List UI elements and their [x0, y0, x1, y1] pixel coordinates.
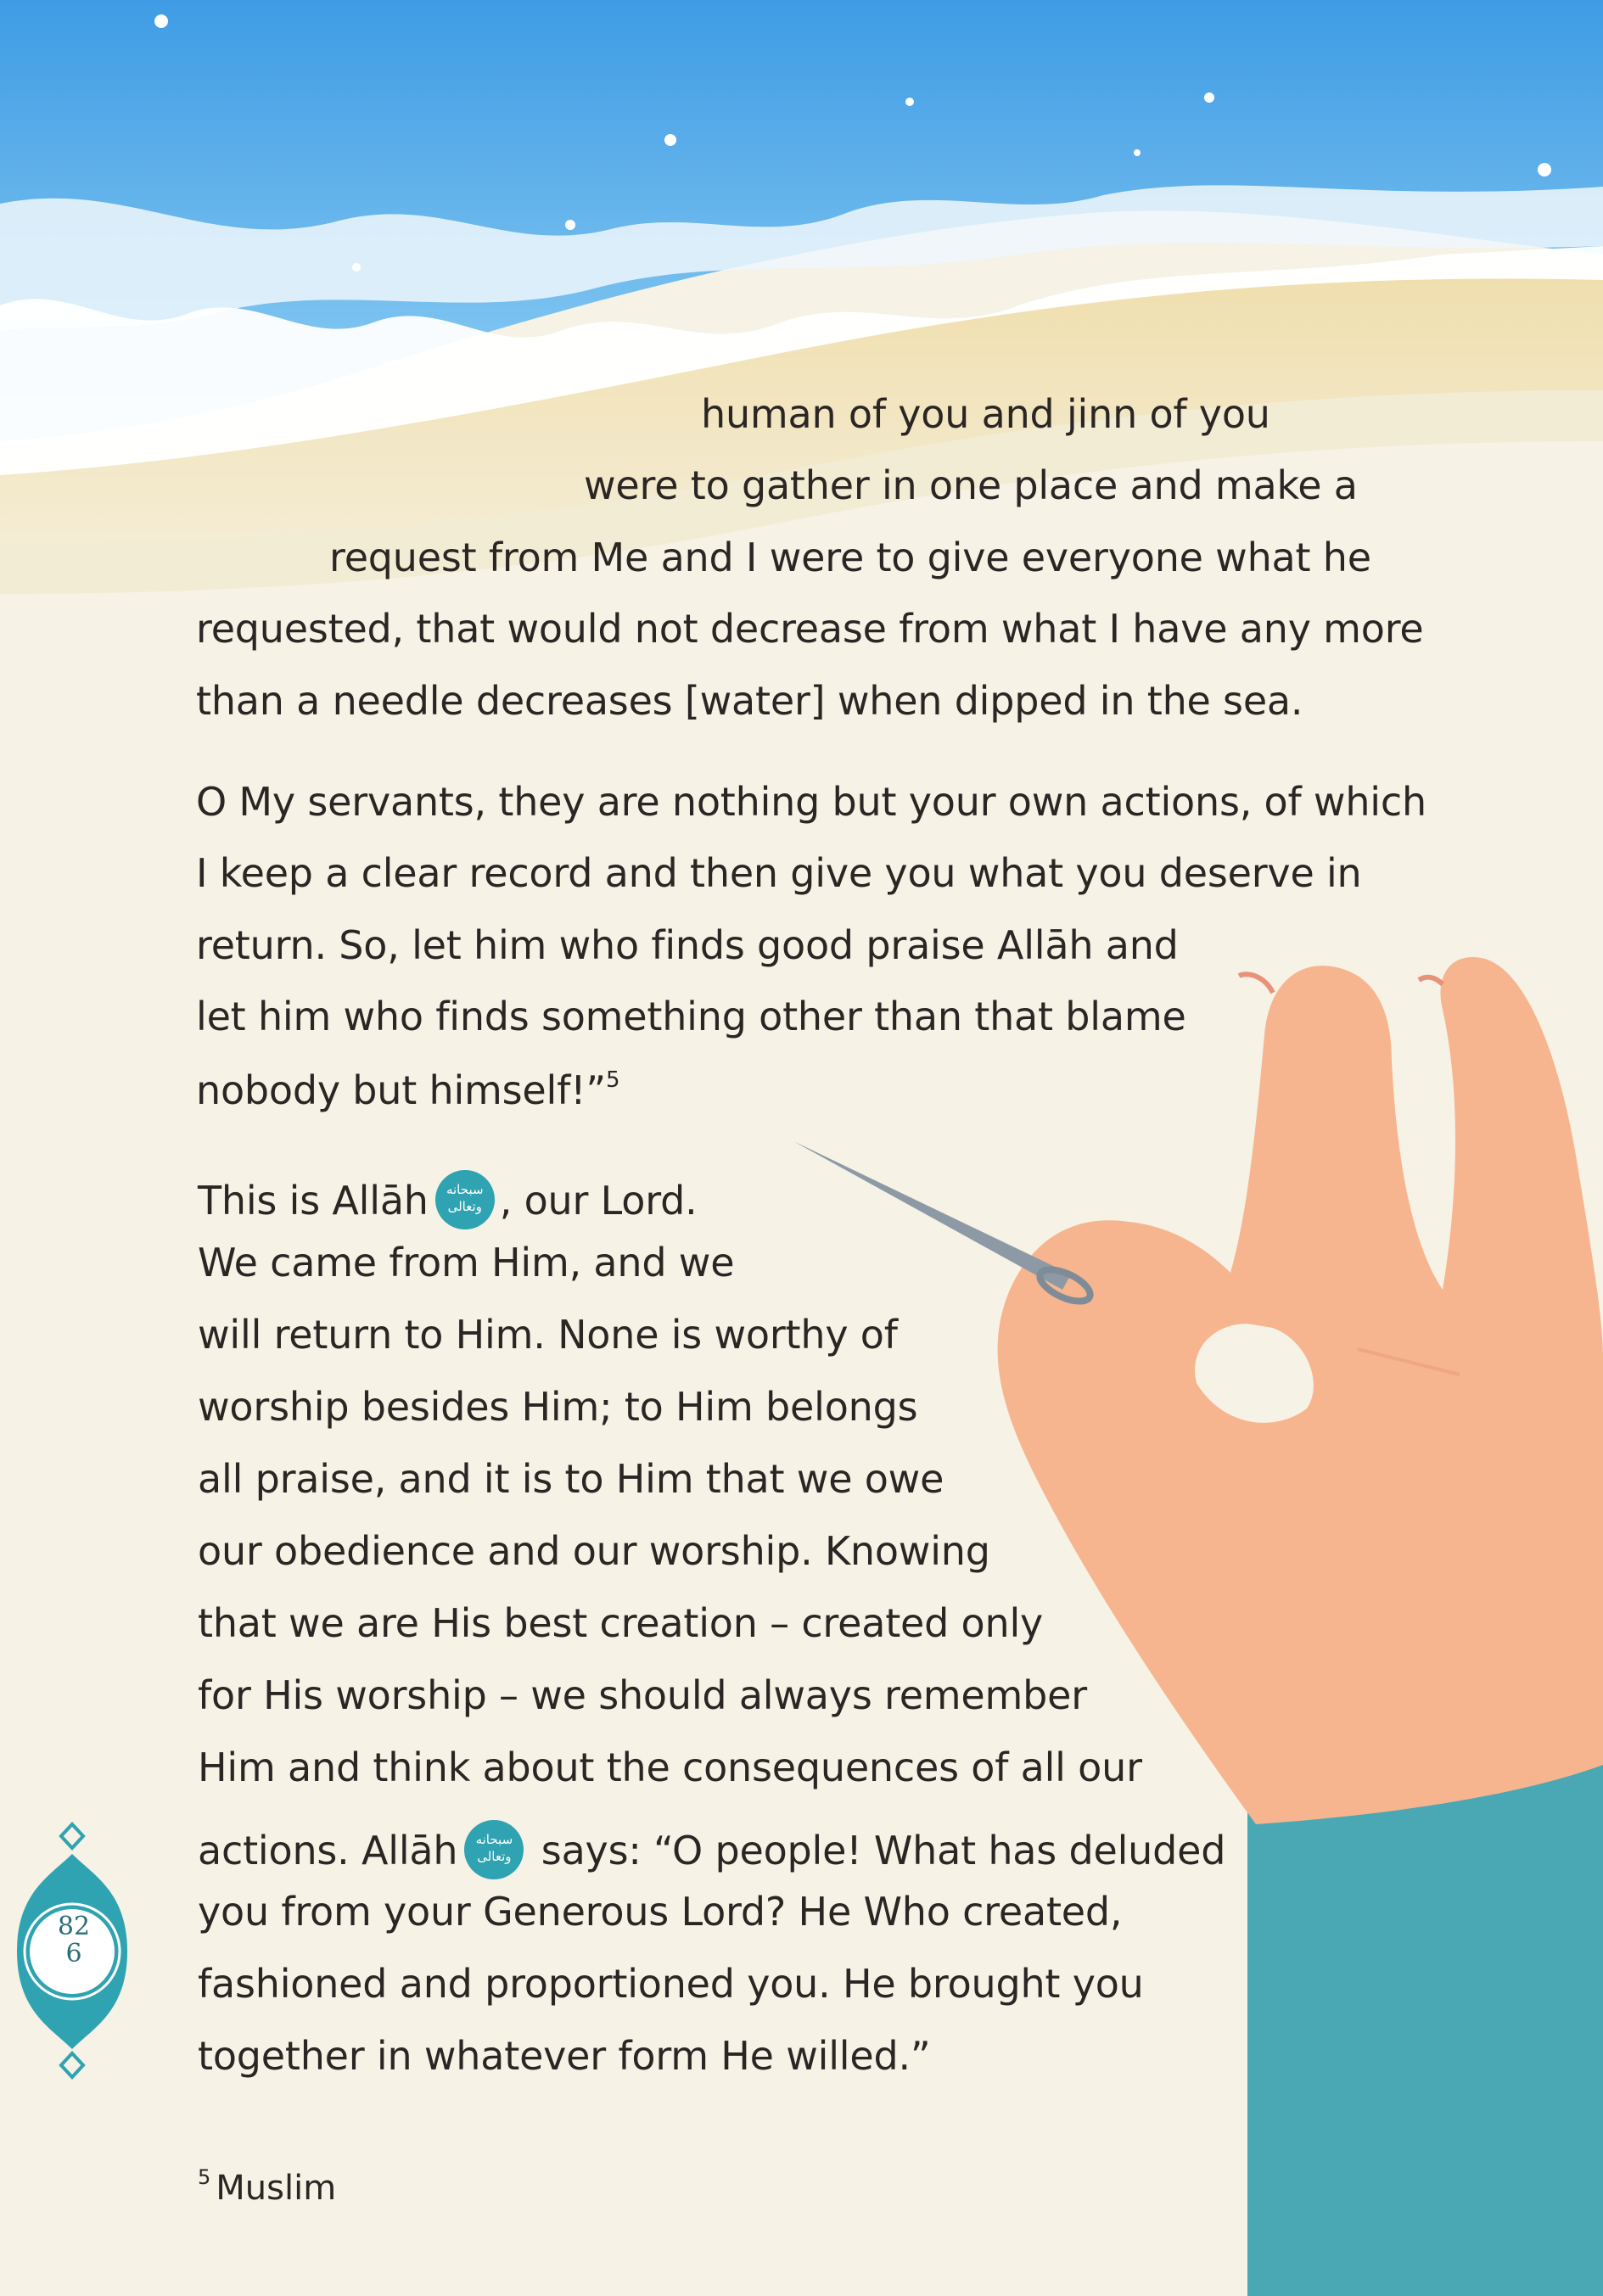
- text-segment: actions. Allāh: [198, 1828, 458, 1873]
- honorific-badge: سبحانه وتعالى: [435, 1170, 495, 1229]
- text-line: We came from Him, and we: [198, 1240, 735, 1285]
- footnote-reference: 5: [605, 1067, 620, 1093]
- text-line: Him and think about the consequences of all our: [198, 1744, 1142, 1790]
- text-line: return. So, let him who finds good praise Allāh and: [196, 922, 1179, 968]
- footnote-marker: 5: [198, 2165, 211, 2189]
- text-line: all praise, and it is to Him that we owe: [198, 1456, 944, 1502]
- text-line: together in whatever form He willed.”: [198, 2033, 931, 2079]
- text-line: than a needle decreases [water] when dipped in the sea.: [196, 678, 1303, 724]
- text-line: let him who finds something other than that blame: [196, 994, 1186, 1039]
- text-line: O My servants, they are nothing but your own actions, of which: [196, 779, 1426, 825]
- text-line: fashioned and proportioned you. He brought you: [198, 1961, 1144, 2007]
- page-number-top: 82: [57, 1912, 91, 1941]
- text-line: requested, that would not decrease from what I have any more: [196, 606, 1424, 652]
- text-line: were to gather in one place and make a: [584, 462, 1358, 508]
- honorific-badge: سبحانه وتعالى: [464, 1820, 524, 1879]
- text-line: for His worship – we should always remember: [198, 1672, 1087, 1718]
- text-line: human of you and jinn of you: [701, 391, 1270, 437]
- page-number: [36, 1913, 112, 1968]
- page-number-bottom: 6: [65, 1939, 82, 1968]
- text-line: you from your Generous Lord? He Who created,: [198, 1889, 1123, 1935]
- text-line: request from Me and I were to give everyone what he: [329, 535, 1371, 580]
- text-line: I keep a clear record and then give you what you deserve in: [196, 850, 1362, 896]
- text-line: will return to Him. None is worthy of: [198, 1312, 898, 1358]
- text-segment: says: “O people! What has deluded: [529, 1828, 1226, 1873]
- text-segment: nobody but himself!”: [196, 1067, 606, 1113]
- text-line: [196, 1067, 620, 1113]
- text-line: [198, 1170, 698, 1229]
- text-segment: This is Allāh: [198, 1178, 429, 1224]
- footnote-text: Muslim: [216, 2169, 337, 2208]
- text-line: worship besides Him; to Him belongs: [198, 1384, 918, 1430]
- hand-illustration: [998, 957, 1603, 2296]
- text-segment: , our Lord.: [499, 1178, 698, 1224]
- text-line: our obedience and our worship. Knowing: [198, 1528, 990, 1574]
- text-line: that we are His best creation – created only: [198, 1600, 1044, 1646]
- footnote: [198, 2165, 336, 2208]
- text-line: [198, 1820, 1225, 1879]
